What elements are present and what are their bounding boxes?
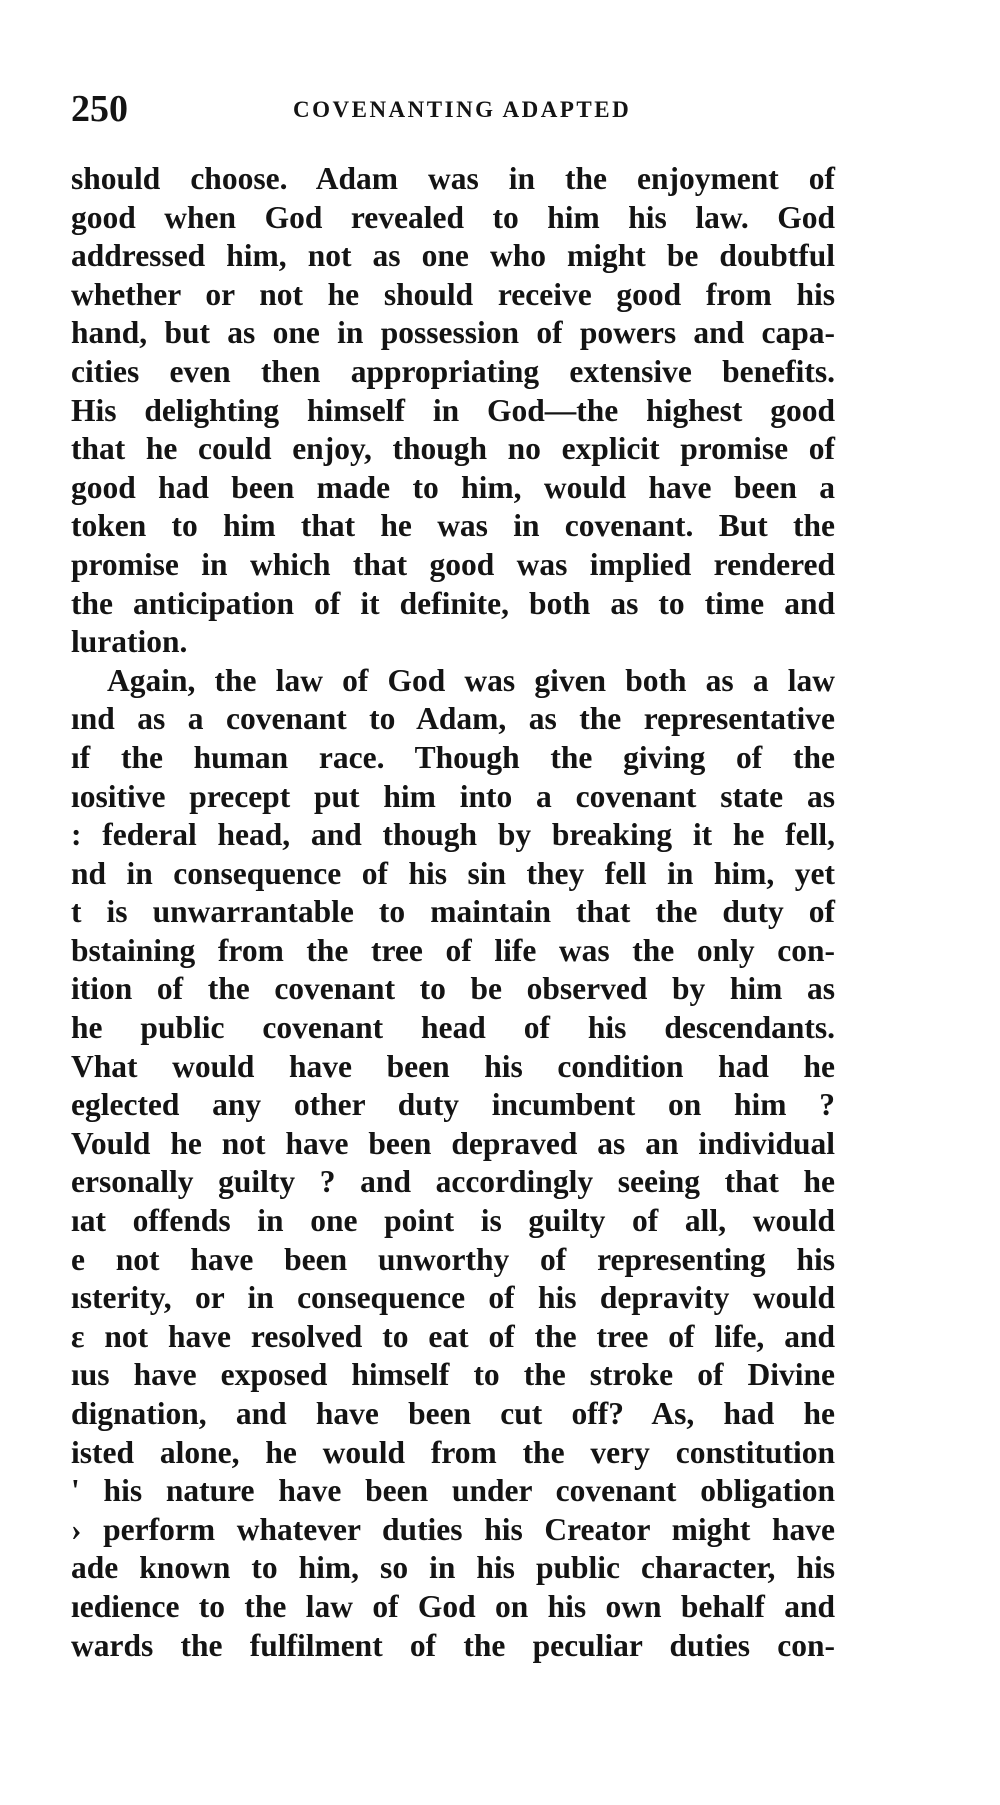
text-line: Vould he not have been depraved as an individual [71, 1125, 835, 1161]
text-line: whether or not he should receive good from his [71, 276, 835, 312]
text-line: hand, but as one in possession of powers and capa- [71, 315, 835, 351]
text-line: ition of the covenant to be observed by him as [71, 971, 835, 1007]
text-line: dignation, and have been cut off? As, had he [71, 1396, 835, 1431]
text-line: he public covenant head of his descendants. [71, 1010, 835, 1046]
text-line: promise in which that good was implied rendered [71, 546, 835, 582]
text-line: token to him that he was in covenant. But the [71, 508, 835, 544]
text-line: Vhat would have been his condition had he [71, 1048, 835, 1084]
text-line: luration. [71, 624, 188, 660]
text-line: Again, the law of God was given both as a law [107, 662, 835, 698]
text-line: ε not have resolved to eat of the tree of life, and [71, 1318, 835, 1354]
text-line: ade known to him, so in his public character, his [71, 1550, 835, 1586]
paragraph-2 [71, 662, 835, 1665]
text-line: the anticipation of it definite, both as to time and [71, 585, 835, 621]
text-line: ıositive precept put him into a covenant state as [71, 778, 835, 814]
text-line: good had been made to him, would have been a [71, 469, 835, 505]
running-head [71, 84, 831, 134]
text-line: bstaining from the tree of life was the only con- [71, 932, 835, 968]
text-line: ersonally guilty ? and accordingly seeing that he [71, 1164, 835, 1200]
text-line: ıat offends in one point is guilty of all, would [71, 1203, 835, 1239]
text-line: e not have been unworthy of representing his [71, 1241, 835, 1277]
text-line: good when God revealed to him his law. God [71, 199, 835, 235]
paragraph-1 [71, 160, 835, 662]
text-line: isted alone, he would from the very constitution [71, 1434, 835, 1470]
text-line: t is unwarrantable to maintain that the duty of [71, 894, 835, 930]
text-line: eglected any other duty incumbent on him ? [71, 1087, 835, 1123]
text-line: ıus have exposed himself to the stroke of Divine [71, 1357, 835, 1393]
text-line: › perform whatever duties his Creator might have [71, 1511, 835, 1547]
text-line: wards the fulfilment of the peculiar duties con- [71, 1627, 835, 1663]
text-line: ınd as a covenant to Adam, as the representative [71, 701, 835, 737]
text-line: addressed him, not as one who might be doubtful [71, 238, 835, 274]
text-line: ' his nature have been under covenant obligation [71, 1473, 835, 1509]
body-text [71, 160, 835, 1665]
text-line: ısterity, or in consequence of his depravity would [71, 1280, 835, 1316]
text-line: ıf the human race. Though the giving of the [71, 739, 835, 775]
text-line: nd in consequence of his sin they fell in him, yet [71, 855, 835, 891]
text-line: that he could enjoy, though no explicit promise of [71, 431, 835, 467]
text-line: cities even then appropriating extensive benefits. [71, 353, 835, 389]
text-line: ıedience to the law of God on his own behalf and [71, 1588, 835, 1624]
text-line: : federal head, and though by breaking it he fell, [71, 817, 835, 853]
running-title: COVENANTING ADAPTED [293, 97, 632, 122]
page-number: 250 [71, 88, 128, 130]
text-line: should choose. Adam was in the enjoyment of [71, 161, 835, 196]
text-line: His delighting himself in God—the highest good [71, 392, 835, 428]
